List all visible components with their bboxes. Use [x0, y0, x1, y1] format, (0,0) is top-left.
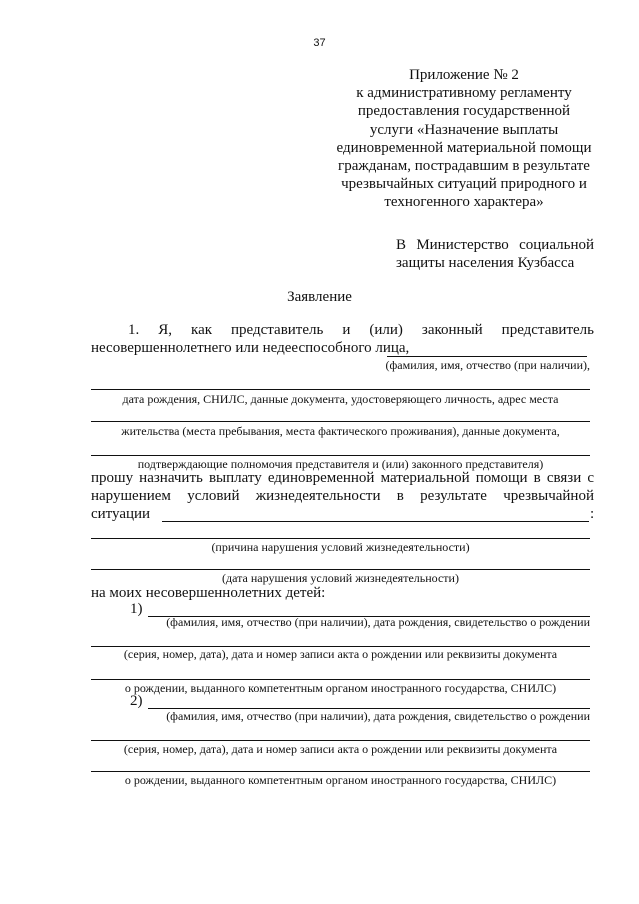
request-line: нарушением условий жизнедеятельности в результате чрезвычайной — [91, 488, 594, 504]
reason-field-line[interactable] — [91, 538, 590, 539]
fill-line[interactable] — [91, 679, 590, 680]
date-field-line[interactable] — [91, 569, 590, 570]
field-caption: (фамилия, имя, отчество (при наличии), — [385, 358, 590, 372]
request-line: прошу назначить выплату единовременной материальной помощи в связи с — [91, 470, 594, 486]
field-caption: (фамилия, имя, отчество (при наличии), дата рождения, свидетельство о рождении — [166, 709, 590, 723]
paragraph-line: несовершеннолетнего или недееспособного лица, — [91, 340, 410, 356]
children-intro: на моих несовершеннолетних детей: — [91, 585, 326, 601]
appendix-line: чрезвычайных ситуаций природного и — [341, 176, 587, 193]
recipient-line: В Министерство социальной — [396, 237, 594, 253]
recipient-block — [396, 236, 594, 272]
page-number: 37 — [313, 37, 326, 49]
fill-line[interactable] — [91, 771, 590, 772]
child-number: 1) — [130, 601, 143, 617]
field-caption: подтверждающие полномочия представителя и (или) законного представителя) — [137, 457, 544, 471]
field-caption: дата рождения, СНИЛС, данные документа, удостоверяющего личность, адрес места — [122, 392, 559, 406]
recipient-line: защиты населения Кузбасса — [396, 255, 575, 271]
fill-line[interactable] — [91, 740, 590, 741]
colon: : — [590, 506, 595, 522]
appendix-line: услуги «Назначение выплаты — [369, 121, 559, 138]
appendix-line: к административному регламенту — [356, 85, 572, 102]
child-number: 2) — [130, 693, 143, 709]
document-title: Заявление — [287, 289, 352, 305]
appendix-header — [328, 66, 600, 212]
situation-field-line[interactable] — [162, 521, 589, 522]
field-caption: (серия, номер, дата), дата и номер записи акта о рождении или реквизиты документа — [123, 742, 558, 756]
field-caption: о рождении, выданного компетентным органом иностранного государства, СНИЛС) — [124, 773, 557, 787]
appendix-line: единовременной материальной помощи — [336, 139, 592, 156]
field-caption: (причина нарушения условий жизнедеятельности) — [211, 540, 470, 554]
appendix-line: предоставления государственной — [357, 103, 571, 120]
field-caption: (серия, номер, дата), дата и номер записи акта о рождении или реквизиты документа — [123, 647, 558, 661]
field-caption: о рождении, выданного компетентным органом иностранного государства, СНИЛС) — [124, 681, 557, 695]
request-line: ситуации — [91, 506, 151, 522]
appendix-line: техногенного характера» — [384, 194, 544, 211]
paragraph-line: 1. Я, как представитель и (или) законный представитель — [128, 322, 594, 338]
appendix-line: Приложение № 2 — [409, 67, 519, 83]
appendix-line: гражданам, пострадавшим в результате — [338, 158, 590, 175]
fill-line[interactable] — [91, 389, 590, 390]
field-caption: жительства (места пребывания, места фактического проживания), данные документа, — [121, 424, 560, 438]
field-caption: (фамилия, имя, отчество (при наличии), дата рождения, свидетельство о рождении — [166, 615, 590, 629]
fill-line[interactable] — [91, 421, 590, 422]
fill-line[interactable] — [91, 455, 590, 456]
name-field-line[interactable] — [387, 356, 587, 357]
field-caption: (дата нарушения условий жизнедеятельности) — [222, 571, 459, 585]
